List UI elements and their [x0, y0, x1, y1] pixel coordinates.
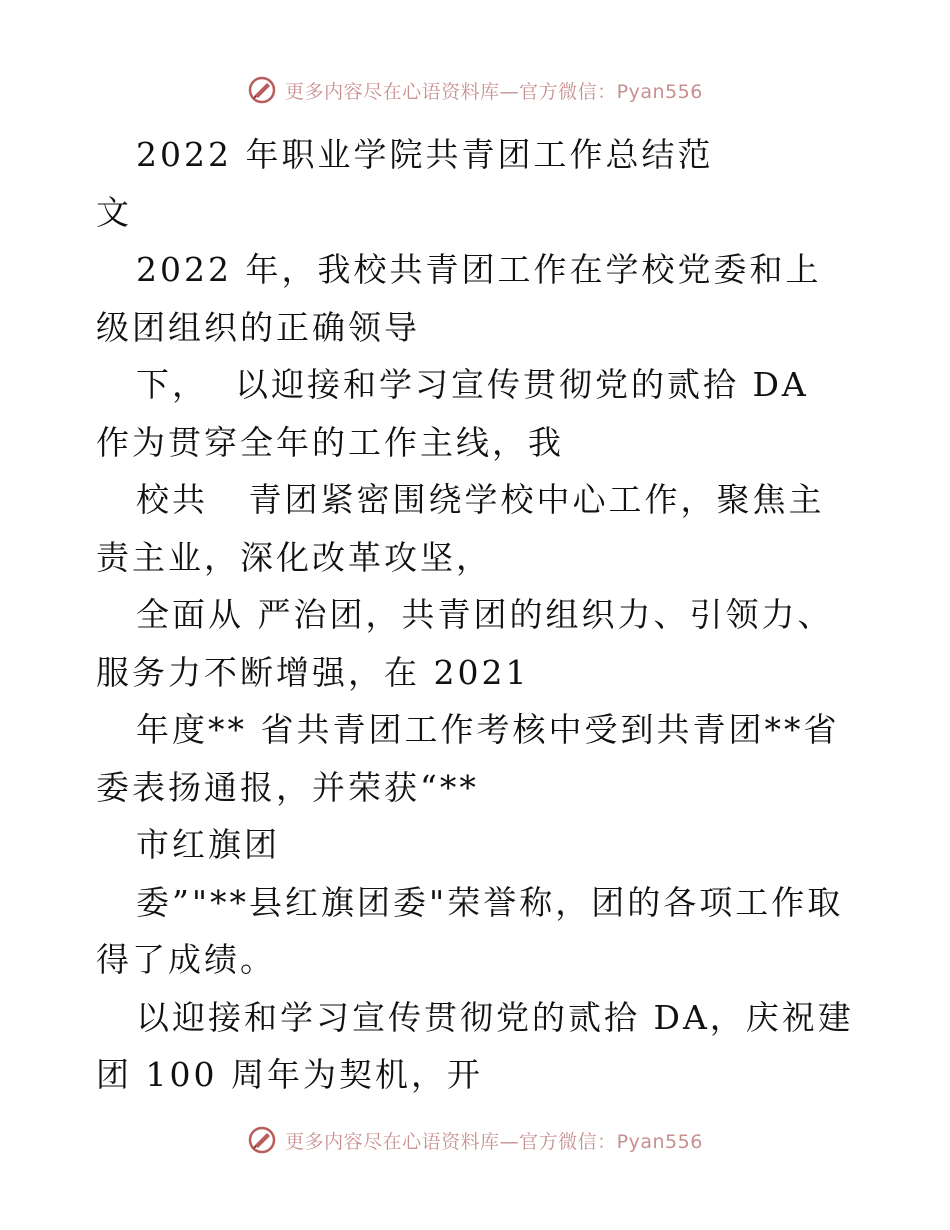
seal-logo-icon: [247, 1125, 277, 1155]
seal-logo-icon: [247, 75, 277, 105]
paragraph-3: 校共 青团紧密围绕学校中心工作，聚焦主责主业，深化改革攻坚，: [96, 480, 825, 577]
paragraph-6: 市红旗团: [136, 825, 280, 864]
paragraph-1: 2022 年，我校共青团工作在学校党委和上级团组织的正确领导: [96, 250, 822, 347]
paragraph-2: 下， 以迎接和学习宣传贯彻党的贰拾 DA 作为贯穿全年的工作主线，我: [96, 365, 823, 462]
doc-title: 2022 年职业学院共青团工作总结范 文: [96, 135, 714, 232]
paragraph-5: 年度** 省共青团工作考核中受到共青团**省委表扬通报，并荣获“**: [96, 710, 840, 807]
watermark-header: [0, 70, 950, 110]
paragraph-7: 委”"**县红旗团委"荣誉称，团的各项工作取得了成绩。: [96, 882, 844, 979]
watermark-text: 更多内容尽在心语资料库—官方微信：Pyan556: [285, 80, 703, 103]
paragraph-4: 全面从 严治团，共青团的组织力、引领力、服务力不断增强，在 2021: [96, 595, 834, 692]
watermark-text: 更多内容尽在心语资料库—官方微信：Pyan556: [285, 1130, 703, 1153]
paragraph-8: 以迎接和学习宣传贯彻党的贰拾 DA，庆祝建团 100 周年为契机，开: [96, 997, 854, 1094]
watermark-footer: [0, 1120, 950, 1160]
document-body: [96, 126, 856, 1104]
